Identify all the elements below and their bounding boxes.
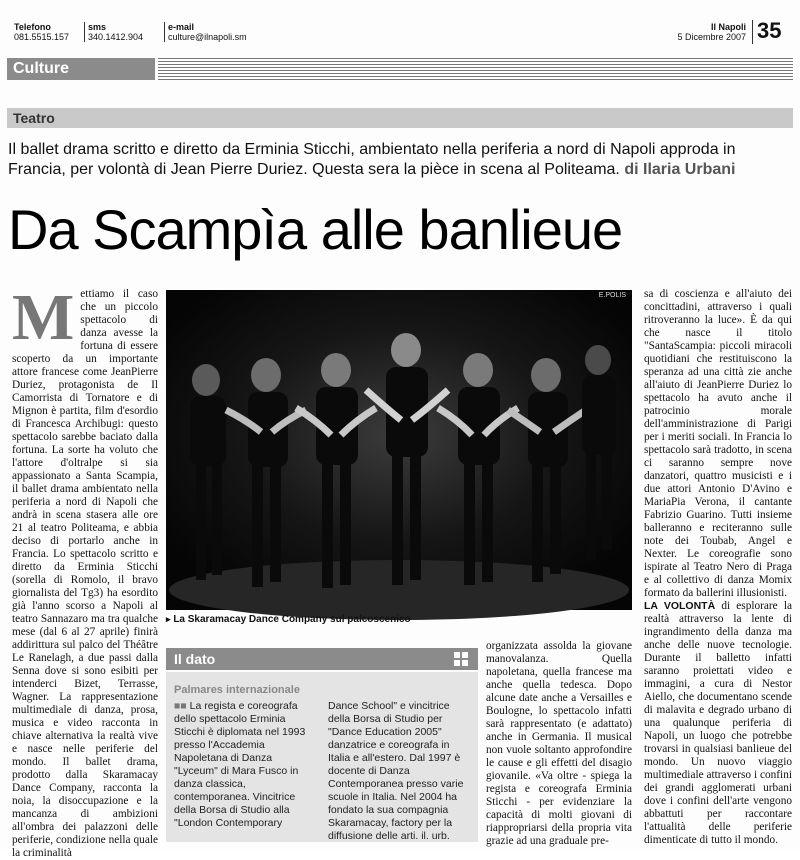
- subsection-name: Teatro: [13, 110, 55, 126]
- caption-arrow-icon: ▸: [166, 614, 171, 624]
- column-4-continued-text: di esplorare la realtà attraverso la lente di ingrandimento della danza ma anche delle nuove tecnologie. Durante il balletto infatti saranno proiettati video e immagini, a cura di Nestor Aiello, che documentano scende di malavita e degrado urbano di una qualunque periferia di Napoli, un luogo che potrebbe trovarsi in qualsiasi banlieue del mondo. Un nuovo viaggio multimediale attraverso i confini dei grandi agglomerati urbani dove i confini dell'arte vengono abbattuti per raccontare l'attualità delle periferie dimenticate di tutto il mondo.: [644, 600, 792, 846]
- email-label: e-mail: [168, 22, 195, 32]
- info-box: [166, 672, 478, 842]
- email-value: culture@ilnapoli.sm: [168, 32, 247, 42]
- article-column-1: [12, 281, 158, 859]
- section-bar-rule: [158, 58, 793, 80]
- info-box-header: [166, 648, 478, 670]
- article-byline: di Ilaria Urbani: [624, 161, 736, 178]
- photo-caption: [166, 614, 632, 625]
- article-headline: Da Scampìa alle banlieue: [8, 198, 623, 261]
- grid-icon: [454, 652, 468, 666]
- drop-cap: M: [12, 281, 75, 354]
- telefono-label: Telefono: [14, 22, 51, 32]
- info-box-title: Il dato: [174, 651, 216, 667]
- column-1-text: ettiamo il caso che un piccolo spettacolo di danza avesse la fortuna di essere scoperto da un importante attore francese come JeanPierre Duriez, protagonista de Il Camorrista di Tornatore e di Mignon è partita, film d'esordio di Francesca Archibugi: questo spettacolo sarebbe baciato dalla fortuna. La sorte ha voluto che l'attore d'oltralpe si sia appassionato a Santa Scampia, il ballet drama ambientato nella periferia a nord di Napoli che andrà in scena stasera alle ore 21 al teatro Politeama, e abbia deciso di portarlo anche in Francia. Lo spettacolo scritto e diretto da Erminia Sticchi (sorella di Romolo, il bravo giornalista del Tg3) ha esordito già l'anno scorso a Napoli al teatro Sannazaro ma tra qualche mese (dal 6 al 27 aprile) finirà addirittura sul palco del Théâtre Le Ranelagh, a due passi dalla Senna dove si sono esibiti per intenderci Bizet, Terrasse, Wagner. La rappresentazione multimediale di danza, prosa, musica e video racconta in chiave alternativa la realtà vive e nasce nelle periferie del mondo. Il ballet drama, prodotto dalla Skaramacay Dance Company, racconta la noia, la disoccupazione e la mancanza di ambizioni all'ombra dei palazzoni delle periferie, condizione nella quale la criminalità: [12, 288, 158, 859]
- sms-value: 340.1412.904: [88, 32, 144, 42]
- article-column-4-continued: [644, 600, 792, 846]
- info-box-subtitle: Palmares internazionale: [174, 684, 300, 696]
- header-divider: [84, 22, 85, 42]
- page-number: 35: [757, 18, 782, 43]
- info-box-column-2: Dance School" e vincitrice della Borsa di Studio per "Dance Education 2005" danzatrice e coreografa in Italia e all'estero. Dal 1997 è docente di Danza Contemporanea presso varie scuole in Italia. Nel 2004 ha fondato la sua compagnia Skaramacay, factory per la diffusione delle arti. il. urb.: [328, 700, 464, 842]
- photo-credit: E.POLIS: [598, 292, 626, 299]
- article-column-3: organizzata assolda la giovane manovalanza. Quella napoletana, quella francese ma anche quella tedesca. Dopo alcune date anche a Versailles e Boulogne, lo spettacolo infatti sarà rappresentato (e adattato) anche in Germania. Il musical non vuole soltanto approfondire le cause e gli effetti del disagio giovanile. «Va oltre - spiega la regista e coreografa Erminia Sticchi - per evidenziare la capacità di molti giovani di riappropriarsi della propria vita grazie ad una graduale pre-: [486, 640, 632, 847]
- issue-date: 5 Dicembre 2007: [677, 32, 746, 42]
- section-bar-culture: [7, 58, 155, 80]
- article-kicker: [8, 140, 794, 180]
- section-lead-label: LA VOLONTÀ: [644, 600, 716, 612]
- subsection-bar: [7, 108, 793, 128]
- sms-label: sms: [88, 22, 107, 32]
- article-photo: [166, 290, 632, 610]
- square-bullet-icon: ■■: [174, 700, 190, 712]
- caption-text: La Skaramacay Dance Company sul palcoscenico: [173, 614, 411, 625]
- telefono-value: 081.5515.157: [14, 32, 70, 42]
- section-name: Culture: [13, 60, 69, 77]
- kicker-text: Il ballet drama scritto e diretto da Erminia Sticchi, ambientato nella periferia a nord di Napoli approda in Francia, per volontà di Jean Pierre Duriez. Questa sera la pièce in scena al Politeama.: [8, 141, 736, 178]
- article-column-4: sa di coscienza e all'aiuto dei concittadini, attraverso i quali ritroveranno la luce». È da qui che nasce il titolo "SantaScampia: piccoli miracoli quotidiani che restituiscono la speranza ad una città zie anche all'aiuto di JeanPierre Duriez lo spettacolo ha avuto anche il patrocinio morale dell'amministrazione di Parigi per i meriti sociali. In Francia lo spettacolo sarà tradotto, in scena ci saranno sempre nove danzatori, quattro musicisti e i due attori Antonio D'Avino e MariaPia Verona, il cantante Fabrizio Guarino. Tutti insieme balleranno e reciteranno sulle note dei Toubab, Angel e Nexter. Le coreografie sono ispirate al Teatro Nero di Praga e al collettivo di danza Momix formato da ballerini illusionisti.: [644, 288, 792, 599]
- dancers-photo-illustration: [166, 290, 632, 610]
- paper-name: Il Napoli: [710, 22, 746, 32]
- header-divider: [752, 20, 753, 44]
- header-divider: [164, 22, 165, 42]
- info-box-column-1-text: La regista e coreografa dello spettacolo Erminia Sticchi è diplomata nel 1993 presso l'Accademia Napoletana di Danza "Lyceum" di Mara Fusco in danza classica, contemporanea. Vincitrice della Borsa di Studio alla "London Contemporary: [174, 700, 306, 829]
- info-box-column-1: [174, 700, 318, 830]
